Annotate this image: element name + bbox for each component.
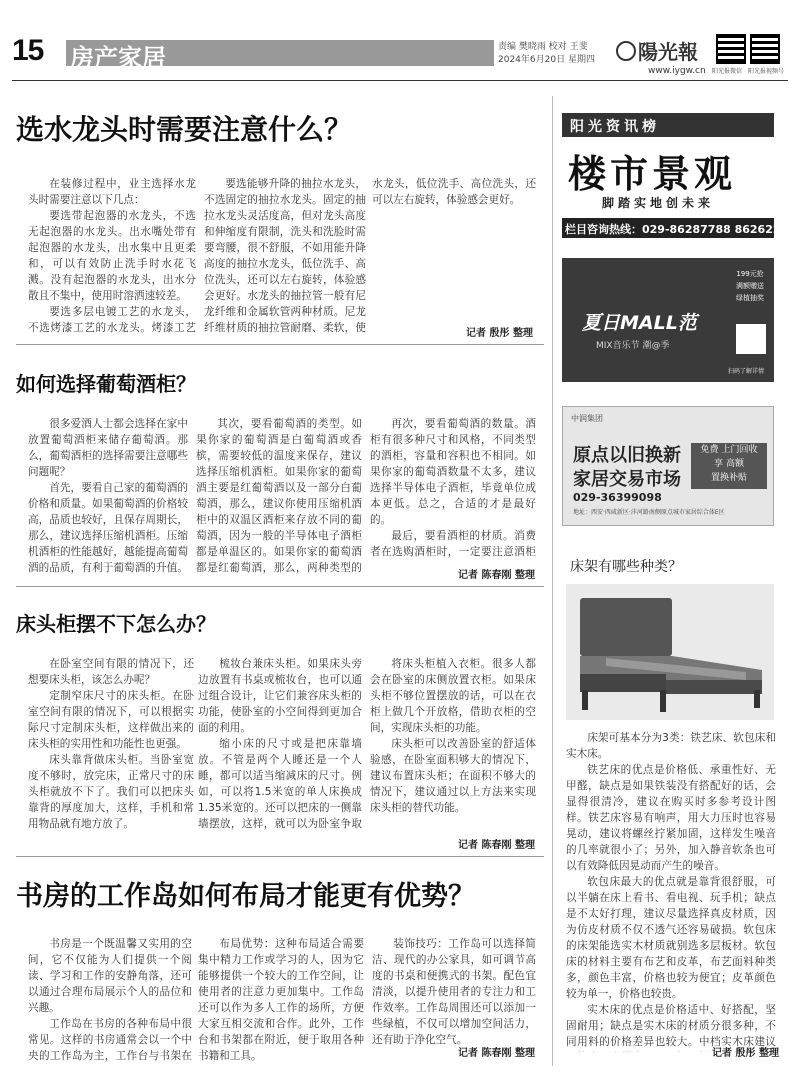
price3: 绿植抽奖 (736, 294, 764, 302)
paper-logo-icon (616, 41, 636, 61)
bed-p4: 实木床的优点是价格适中、好搭配，坚固耐用；缺点是实木床的材质分很多种，不同用料的价格差异也较大。中档实木床建议 (566, 1004, 776, 1048)
article3-p2: 定制窄床尺寸的床头柜。在卧室空间有限的情况下，可以根据实际尺寸定制床头柜，这样做出来的床头柜的实用性和功能性也更强。 (28, 690, 194, 750)
article3-byline: 记者 陈春刚 整理 (458, 840, 535, 851)
article3-p7: 将床头柜植入衣柜。很多人都会在卧室的床侧放置衣柜。如果床头柜不够位置摆放的话，可以在衣柜上做几个开放格，借助衣柜的空间，实现床头柜的功能。 (370, 658, 536, 734)
bed-p2: 铁艺床的优点是价格低、承重性好、无甲醛，缺点是如果铁装没有搭配好的话，会显得很清冷，建议在购买时多参考设计图样。铁艺床容易有响声，用大力压时也容易晃动，建议将螺丝拧紧加固，这样发生噪音的几率就很小了；另外，加入静音软条也可以有效降低因晃动而产生的噪音。 (566, 764, 776, 872)
ad2-line2: 家居交易市场 (573, 469, 681, 490)
badge5: 置换补贴 (710, 473, 747, 483)
badge2: 上门回收 (721, 445, 758, 455)
article2-col2 (196, 416, 362, 576)
article3-col1 (28, 656, 194, 832)
hotline-text: 栏目咨询热线：029-86287788 86262269 (565, 223, 796, 236)
mall-ad-prices (730, 268, 770, 304)
video-qr-icon[interactable] (750, 34, 780, 64)
article2-title: 如何选择葡萄酒柜？ (16, 372, 196, 396)
article4-col3 (372, 936, 536, 1048)
price2: 满额赠送 (736, 282, 764, 290)
editor-credits (498, 41, 595, 67)
article1-p4: 要选能够升降的抽拉水龙头，不选固定的抽拉水龙头。固定的抽拉水龙头灵活度高，但对龙头高度和伸缩度有限制，洗头和洗脸时需要弯腰，很不舒服，不如用能升降高度的抽拉水龙头，低位洗手、高位洗头，还可以左右旋转，体验感会更好。水龙头的抽拉管一般有尼龙纤维和金属软管两种材质。尼龙纤维材质的抽拉管耐磨、柔软，使 (204, 178, 366, 334)
bed-p3: 软包床最大的优点就是靠背很舒服，可以半躺在床上看书、看电视、玩手机；缺点是不太好打理，建议尽量选择真皮材质，因为仿皮材质不仅不透气还容易破损。软包床的床架能选实木材质就别选多层板材。软包床的材料主要有布艺和皮革，布艺面料种类多，颜色丰富，价格也较为便宜；皮革颜色较为单一，价格也较贵。 (566, 876, 776, 1000)
ad2-brand: 中润集团 (571, 414, 603, 423)
article1-p3: 要选多层电镀工艺的水龙头，不选烤漆工艺的水龙头。烤漆工艺 (28, 306, 196, 334)
masthead-rule (12, 80, 788, 81)
column-divider (552, 96, 553, 1066)
ad2-address: 地址：西安·西咸新区·沣河路南侧原点城市家居综合体E区 (573, 509, 725, 516)
article3-col3 (370, 656, 536, 832)
mall-ad-headline: 夏日MALL范 (582, 312, 697, 334)
home-market-ad[interactable] (562, 406, 774, 526)
bed-photo (566, 584, 774, 720)
mall-qr-note: 扫码了解详情 (728, 368, 765, 375)
mall-ad-sub: MIX音乐节 潮@季 (596, 341, 670, 351)
ad2-phone: 029-36399098 (573, 491, 662, 504)
article2-p4: 再次，要看葡萄酒的数量。酒柜有很多种尺寸和风格，不同类型的酒柜，容量和容积也不相同。如果你家的葡萄酒数量不太多，建议选择半导体电子酒柜，毕竟单位成本更低。总之，合适的才是最好的。 (370, 418, 536, 526)
sidebar-hotline (562, 218, 796, 238)
article2-p3: 其次，要看葡萄酒的类型。如果你家的葡萄酒是白葡萄酒或香槟，需要较低的温度来保存，建议选择压缩机酒柜。如果你家的葡萄酒主要是红葡萄酒以及一部分白葡萄酒，那么，建议你使用压缩机酒柜中的双温区酒柜来存放不同的葡萄酒，因为一般的半导体电子酒柜都是单温区的。如果你家的葡萄酒都是红葡萄酒，那么，两种类型的 (196, 418, 362, 574)
article3-p8: 床头柜可以改善卧室的舒适体验感，在卧室面积够大的情况下，建议布置床头柜；在面积不够大的情况下，建议通过以上方法来实现床头柜的替代功能。 (370, 738, 536, 814)
article4-p1: 书房是一个既温馨又实用的空间，它不仅能为人们提供一个阅读、学习和工作的安静角落，还可以通过合理布局展示个人的品位和兴趣。 (28, 938, 192, 1014)
article1-p1: 在装修过程中，业主选择水龙头时需要注意以下几点： (28, 178, 196, 206)
sidebar-header-text: 阳光资讯榜 (570, 119, 660, 135)
price1: 199元抢 (736, 270, 764, 278)
bed-p1: 床架可基本分为3类：铁艺床、软包床和实木床。 (566, 732, 776, 760)
article2-p2: 首先，要看自己家的葡萄酒的价格和质量。如果葡萄酒的价格较高，品质也较好，且保存周期长，那么，建议选择压缩机酒柜。压缩机酒柜的性能越好，越能提高葡萄酒的品质，有利于葡萄酒的升值。 (28, 482, 188, 574)
divider (16, 586, 544, 587)
article2-col1 (28, 416, 188, 576)
article4-p2: 工作岛在书房的各种布局中很常见。这样的书房通常会以一个中央的工作岛为主，工作台与书架在 (28, 1018, 192, 1062)
article3-p5: 缩小床的尺寸或是把床靠墙放。不管是两个人睡还是一个人睡，都可以适当缩减床的尺寸。例如，可以将1.5米宽的单人床换成1.35米宽的。还可以把床的一侧靠墙摆放，这样，就可以为卧室争取 (198, 738, 362, 830)
article1-byline: 记者 殷彤 整理 (466, 328, 533, 339)
ad2-badge (691, 443, 767, 489)
divider (16, 344, 544, 345)
divider (16, 856, 544, 857)
article1-col3 (372, 176, 536, 320)
page-number: 15 (12, 34, 44, 67)
badge4: 高额 (725, 459, 744, 469)
article4-col1 (28, 936, 192, 1064)
article1-p2: 要选带起泡器的水龙头，不选无起泡器的水龙头。出水嘴处带有起泡器的水龙头，出水集中且更柔和，可以有效防止洗手时水花飞溅。没有起泡器的水龙头，出水分散且不集中，使用时溶洒速较差。 (28, 210, 196, 302)
sidebar-slogan: 脚踏实地创未来 (602, 196, 715, 210)
qr1-label: 阳光报微信 (712, 68, 743, 75)
section-title: 房产家居 (70, 44, 166, 72)
article3-p4: 梳妆台兼床头柜。如果床头旁边放置有书桌或梳妆台，也可以通过组合设计，让它们兼容床头柜的功能，使卧室的小空间得到更加合面的利用。 (198, 658, 362, 734)
badge3: 享 (714, 459, 724, 469)
website[interactable]: www.iygw.cn (648, 66, 706, 76)
article2-p5: 最后，要看酒柜的材质。消费者在选购酒柜时，一定要注意酒柜 (370, 530, 536, 558)
ad2-line1: 原点以旧换新 (573, 445, 681, 466)
article1-col1 (28, 176, 196, 336)
editor-line: 责编 樊晓雨 校对 王斐 (498, 42, 588, 52)
article3-p3: 床头靠背做床头柜。当卧室宽度不够时，放完床，正常尺寸的床头柜就放不下了。我们可以把床头靠背的厚度加大，这样，手机和常用物品就有地方放了。 (28, 754, 194, 830)
article2-col3 (370, 416, 536, 560)
qr2-label: 阳光报视频号 (748, 68, 785, 75)
article2-byline: 记者 陈春刚 整理 (458, 570, 535, 581)
article3-title: 床头柜摆不下怎么办？ (16, 612, 216, 636)
badge1: 免费 (700, 445, 719, 455)
article1-col2 (204, 176, 366, 336)
sidebar-header (562, 113, 774, 137)
article4-byline: 记者 陈春刚 整理 (458, 1048, 535, 1059)
date-line: 2024年6月20日 星期四 (498, 55, 595, 65)
article4-p4: 装饰技巧：工作岛可以选择简洁、现代的办公家具，如可调节高度的书桌和便携式的书架。配色宜清淡，以提升使用者的专注力和工作效率。工作岛周围还可以添加一些绿植，不仅可以增加空间活力，还有助于净化空气。 (372, 938, 536, 1046)
article4-p3: 布局优势：这种布局适合需要集中精力工作或学习的人，因为它能够提供一个较大的工作空间，让使用者的注意力更加集中。工作岛还可以作为多人工作的场所，方便大家互相交流和合作。此外，工作台和书架都在附近，便于取用各种书籍和工具。 (198, 938, 364, 1062)
article1-title: 选水龙头时需要注意什么？ (16, 113, 353, 146)
article4-title: 书房的工作岛如何布局才能更有优势？ (16, 881, 475, 912)
mall-ad[interactable] (562, 258, 774, 382)
bed-question: 床架有哪些种类？ (570, 559, 682, 575)
bed-byline: 记者 殷彤 整理 (712, 1048, 779, 1059)
bed-article (566, 730, 776, 1052)
article3-col2 (198, 656, 362, 832)
mall-qr-icon[interactable] (736, 324, 766, 354)
sidebar-title: 楼市景观 (568, 152, 737, 196)
article1-p4-cont: 水龙头，低位洗手、高位洗头，还可以左右旋转，体验感会更好。 (372, 178, 536, 206)
paper-name: 陽光報 (638, 40, 698, 64)
article3-p1: 在卧室空间有限的情况下，还想要床头柜，该怎么办呢？ (28, 658, 194, 686)
article2-p1: 很多爱酒人士都会选择在家中放置葡萄酒柜来储存葡萄酒。那么，葡萄酒柜的选择需要注意哪些问题呢？ (28, 418, 188, 478)
wechat-qr-icon[interactable] (716, 34, 746, 64)
article4-col2 (198, 936, 364, 1064)
